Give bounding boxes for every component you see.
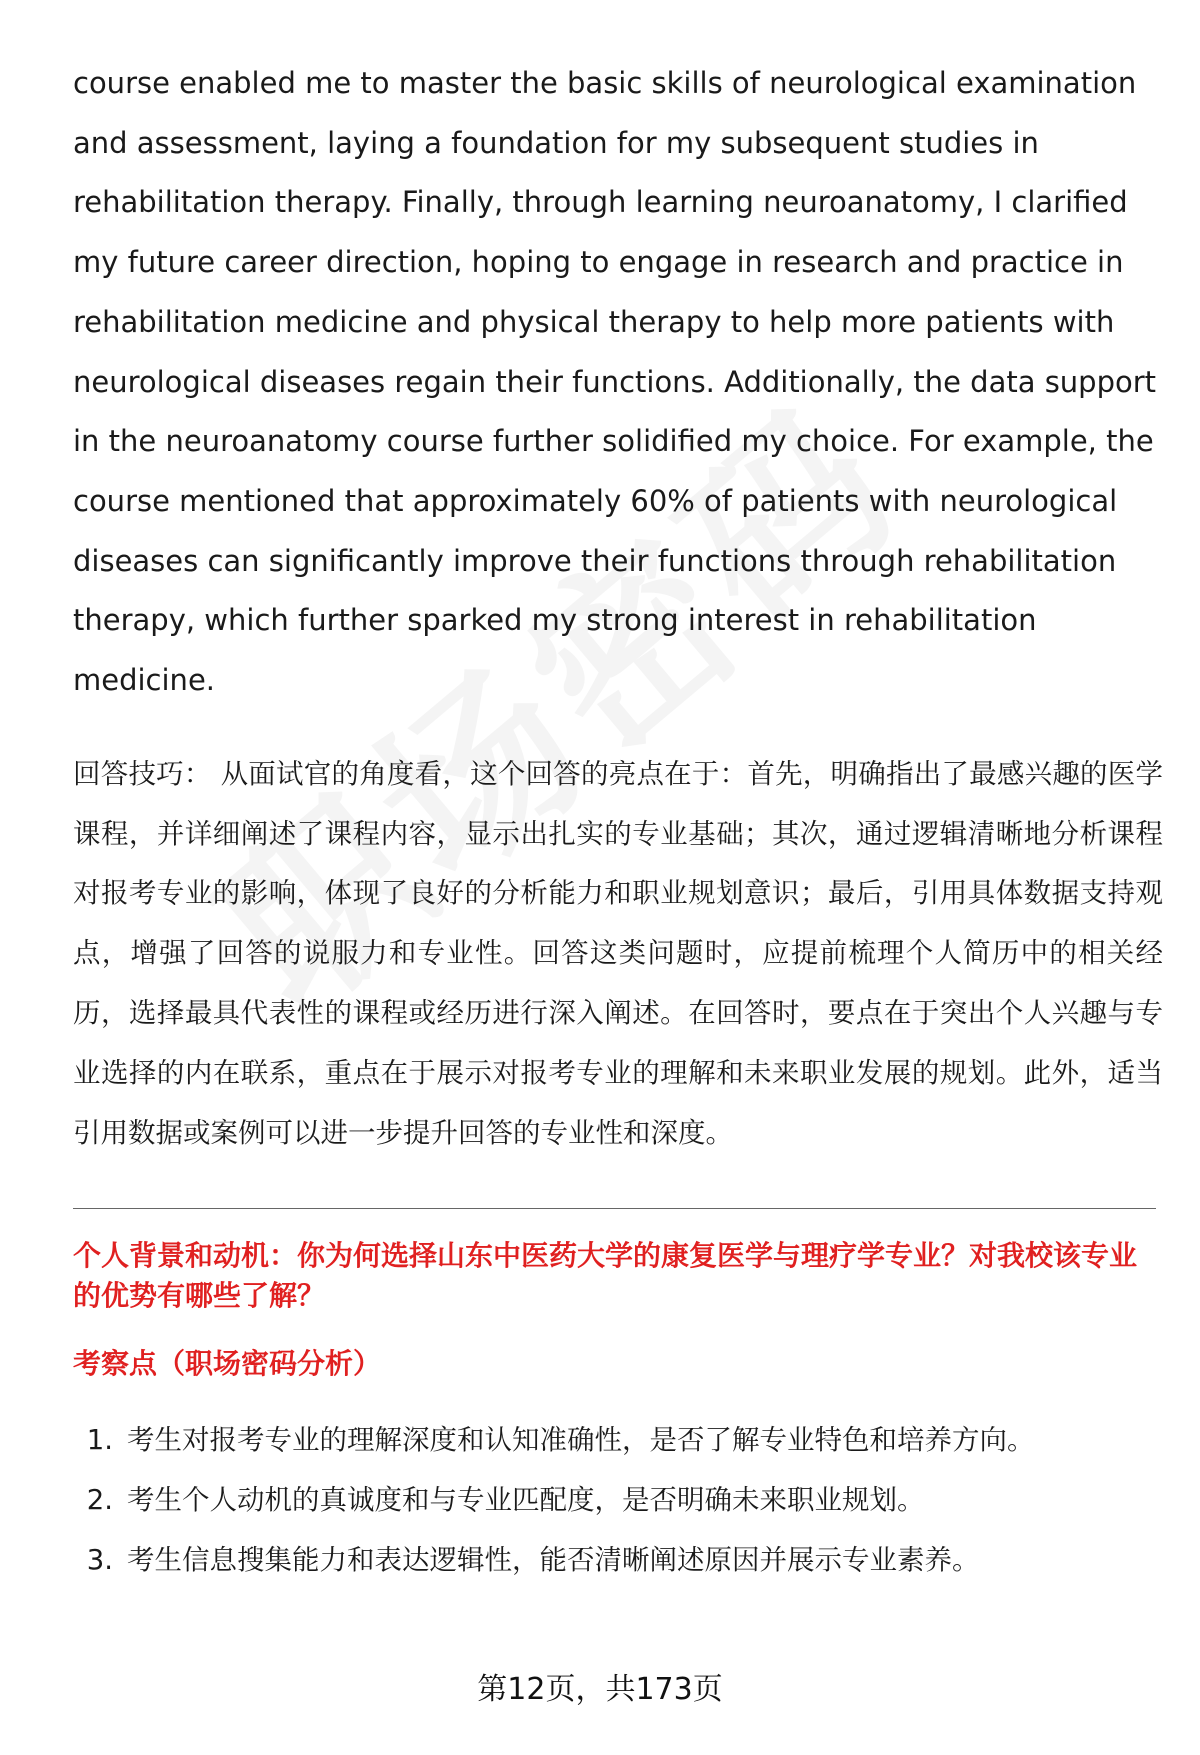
page-content	[73, 54, 1163, 1590]
list-item	[73, 1470, 1163, 1530]
list-item-number: 1.	[86, 1424, 113, 1457]
list-item-number: 3.	[86, 1544, 113, 1577]
analysis-list	[73, 1410, 1163, 1590]
list-item-text: 考生个人动机的真诚度和与专业匹配度，是否明确未来职业规划。	[127, 1484, 925, 1517]
list-item	[73, 1410, 1163, 1470]
page-number: 第12页，共173页	[477, 1672, 723, 1707]
list-item-text: 考生对报考专业的理解深度和认知准确性，是否了解专业特色和培养方向。	[127, 1424, 1035, 1457]
section-divider	[73, 1208, 1156, 1209]
question-title: 个人背景和动机：你为何选择山东中医药大学的康复医学与理疗学专业？对我校该专业的优势有哪些了解？	[73, 1239, 1138, 1313]
english-answer-paragraph: course enabled me to master the basic skills of neurological examination and assessment, laying a foundation for my subsequent studies in rehabilitation therapy. Finally, through learning neuroanatomy, I clarified my future career direction, hoping to engage in research and practice in rehabilitation medicine and physical therapy to help more patients with neurological diseases regain their functions. Additionally, the data support in the neuroanatomy course further solidified my choice. For example, the course mentioned that approximately 60% of patients with neurological diseases can significantly improve their functions through rehabilitation therapy, which further sparked my strong interest in rehabilitation medicine.	[73, 66, 1157, 698]
answer-tips-paragraph: 回答技巧： 从面试官的角度看，这个回答的亮点在于：首先，明确指出了最感兴趣的医学课程，并详细阐述了课程内容，显示出扎实的专业基础；其次，通过逻辑清晰地分析课程对报考专业的影响，体现了良好的分析能力和职业规划意识；最后，引用具体数据支持观点，增强了回答的说服力和专业性。回答这类问题时，应提前梳理个人简历中的相关经历，选择最具代表性的课程或经历进行深入阐述。在回答时，要点在于突出个人兴趣与专业选择的内在联系，重点在于展示对报考专业的理解和未来职业发展的规划。此外，适当引用数据或案例可以进一步提升回答的专业性和深度。	[73, 757, 1163, 1149]
list-item	[73, 1530, 1163, 1590]
list-item-number: 2.	[86, 1484, 113, 1517]
list-item-text: 考生信息搜集能力和表达逻辑性，能否清晰阐述原因并展示专业素养。	[127, 1544, 980, 1577]
analysis-heading: 考察点（职场密码分析）	[73, 1347, 382, 1381]
